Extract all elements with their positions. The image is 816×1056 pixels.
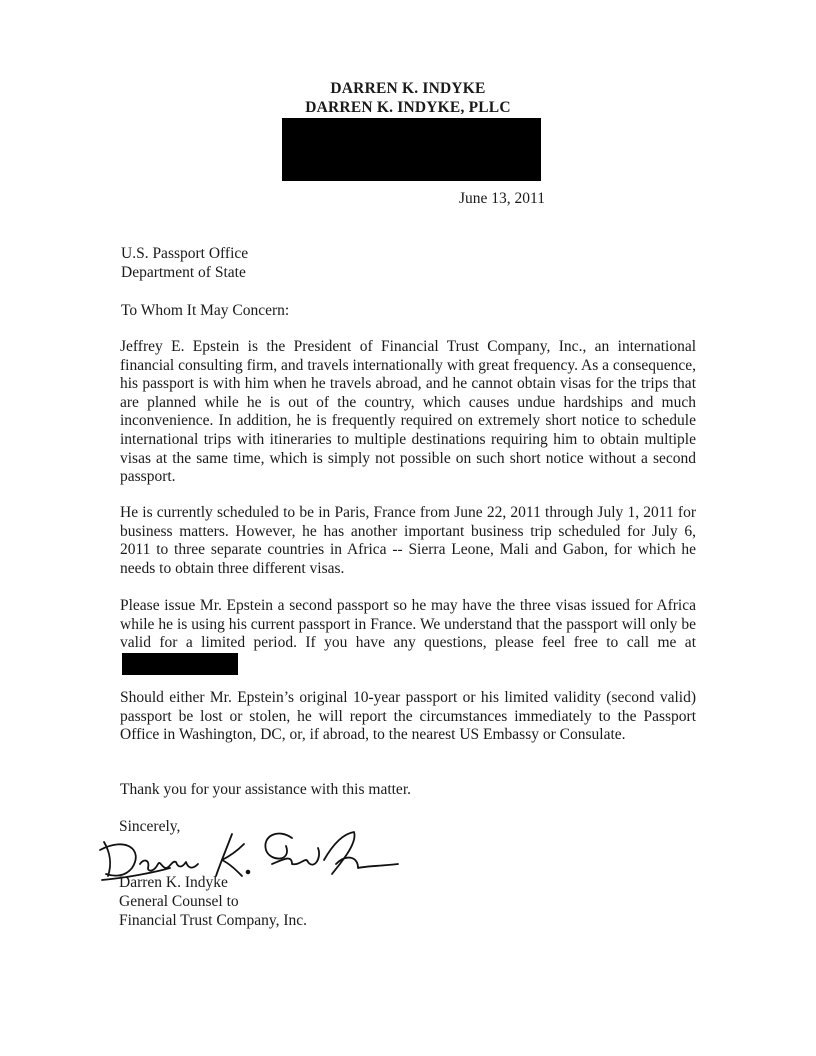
signer-title: General Counsel to xyxy=(119,893,239,910)
signer-company: Financial Trust Company, Inc. xyxy=(119,912,308,929)
body-paragraph-2: He is currently scheduled to be in Paris, France from June 22, 2011 through July 1, 2011 for business matters. However, he has another important business trip scheduled for July 6, 2011 to three separate countries in Africa -- Sierra Leone, Mali and Gabon, for which he needs to obtain three different visas. xyxy=(120,504,696,577)
body-paragraph-1: Jeffrey E. Epstein is the President of Financial Trust Company, Inc., an international financial consulting firm, and travels internationally with great frequency. As a consequence, his passport is with him when he travels abroad, and he cannot obtain visas for the trips that are planned while he is out of the country, which causes undue hardships and much inconvenience. In addition, he is frequently required on extremely short notice to schedule international trips with itineraries to multiple destinations requiring him to obtain multiple visas at the same time, which is simply not possible on such short notice without a second passport. xyxy=(120,338,696,486)
body-paragraph-5: Thank you for your assistance with this matter. xyxy=(120,781,411,798)
recipient-line-1: U.S. Passport Office xyxy=(121,245,249,262)
letter-date: June 13, 2011 xyxy=(459,190,545,207)
closing: Sincerely, xyxy=(119,818,181,835)
signer-name: Darren K. Indyke xyxy=(119,874,228,891)
salutation: To Whom It May Concern: xyxy=(121,302,290,319)
letterhead-firm: DARREN K. INDYKE, PLLC xyxy=(305,99,511,116)
redacted-address-block xyxy=(282,118,541,181)
recipient-line-2: Department of State xyxy=(121,264,246,281)
redacted-phone-number xyxy=(122,653,238,675)
letterhead-name: DARREN K. INDYKE xyxy=(330,80,486,97)
body-paragraph-3 xyxy=(120,597,696,675)
body-paragraph-3-text: Please issue Mr. Epstein a second passport so he may have the three visas issued for Africa while he is using his current passport in France. We understand that the passport will only be valid for a limited period. If you have any questions, please feel free to call me at xyxy=(120,597,696,652)
body-paragraph-4: Should either Mr. Epstein’s original 10-year passport or his limited validity (second valid) passport be lost or stolen, he will report the circumstances immediately to the Passport Office in Washington, DC, or, if abroad, to the nearest US Embassy or Consulate. xyxy=(120,689,696,744)
